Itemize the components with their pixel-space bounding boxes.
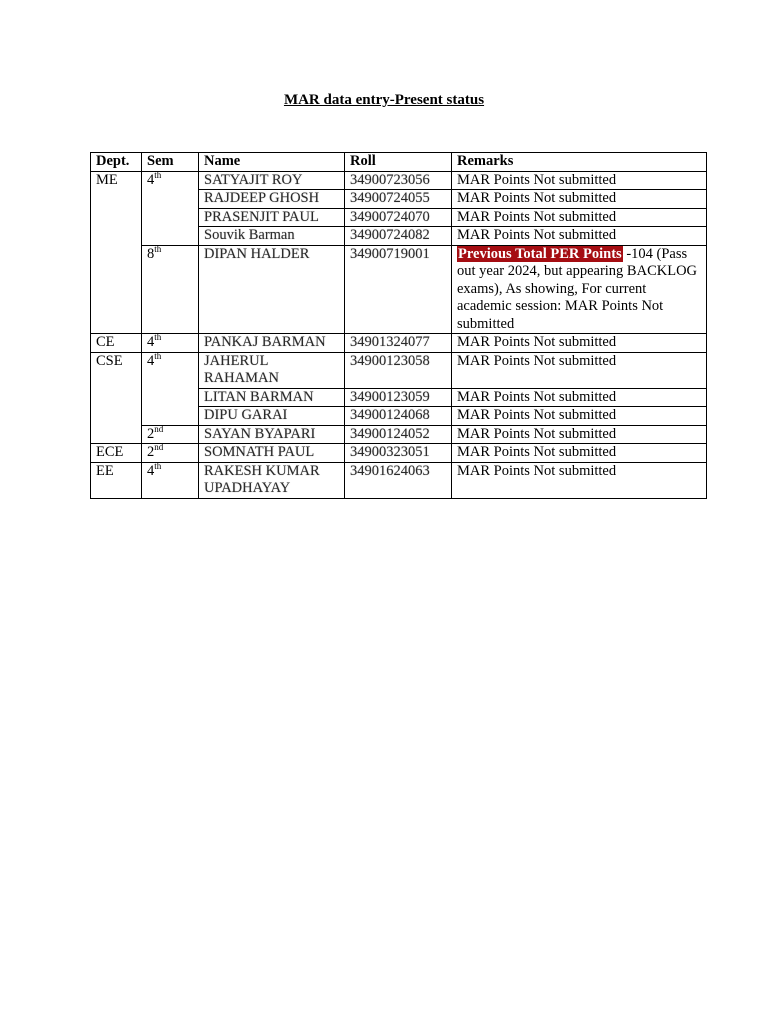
sem-cell — [142, 352, 199, 425]
dept-cell: CE — [91, 334, 142, 353]
remarks-cell — [452, 462, 707, 498]
remarks-cell — [452, 425, 707, 444]
remarks-highlight: Previous Total PER Points — [458, 245, 622, 262]
table-body — [91, 171, 707, 498]
remarks-text: MAR Points Not submitted — [457, 388, 617, 405]
sem-number: 4 — [147, 352, 155, 369]
sem-suffix: th — [154, 243, 162, 254]
name-cell: RAJDEEP GHOSH — [199, 190, 345, 209]
remarks-cell — [452, 407, 707, 426]
sem-number: 4 — [147, 171, 155, 188]
header-name: Name — [199, 153, 345, 172]
roll-cell: 34900323051 — [345, 444, 452, 463]
table-row — [91, 425, 707, 444]
sem-number: 4 — [147, 334, 155, 350]
name-cell: DIPAN HALDER — [199, 245, 345, 334]
header-dept: Dept. — [91, 153, 142, 172]
remarks-cell — [452, 334, 707, 353]
header-sem: Sem — [142, 153, 199, 172]
remarks-cell — [452, 171, 707, 190]
sem-cell — [142, 245, 199, 334]
remarks-text: MAR Points Not submitted — [457, 171, 617, 188]
table-row — [91, 444, 707, 463]
remarks-text: MAR Points Not submitted — [457, 352, 617, 369]
name-cell: RAKESH KUMAR UPADHAYAY — [199, 462, 345, 498]
dept-cell: CSE — [91, 352, 142, 444]
remarks-cell — [452, 227, 707, 246]
remarks-text: MAR Points Not submitted — [457, 425, 617, 442]
roll-cell: 34901624063 — [345, 462, 452, 498]
sem-suffix: nd — [154, 423, 164, 434]
roll-cell: 34900724082 — [345, 227, 452, 246]
roll-cell: 34901324077 — [345, 334, 452, 353]
sem-number: 2 — [147, 444, 155, 460]
dept-cell: ME — [91, 171, 142, 334]
remarks-cell — [452, 190, 707, 209]
name-cell: SAYAN BYAPARI — [199, 425, 345, 444]
sem-cell — [142, 462, 199, 498]
roll-cell: 34900724055 — [345, 190, 452, 209]
remarks-cell — [452, 444, 707, 463]
remarks-text: MAR Points Not submitted — [457, 208, 617, 225]
remarks-cell — [452, 352, 707, 388]
name-cell: SOMNATH PAUL — [199, 444, 345, 463]
sem-cell — [142, 425, 199, 444]
header-remarks: Remarks — [452, 153, 707, 172]
roll-cell: 34900723056 — [345, 171, 452, 190]
roll-cell: 34900124068 — [345, 407, 452, 426]
remarks-cell — [452, 388, 707, 407]
sem-number: 4 — [147, 462, 155, 479]
sem-suffix: th — [154, 169, 162, 180]
name-cell: DIPU GARAI — [199, 407, 345, 426]
header-row — [91, 153, 707, 172]
remarks-text: MAR Points Not submitted — [457, 227, 617, 243]
sem-suffix: th — [154, 350, 162, 361]
dept-cell: ECE — [91, 444, 142, 463]
sem-number: 2 — [147, 425, 155, 442]
name-cell: SATYAJIT ROY — [199, 171, 345, 190]
table-row — [91, 245, 707, 334]
roll-cell: 34900719001 — [345, 245, 452, 334]
roll-cell: 34900724070 — [345, 208, 452, 227]
document-title-text: MAR data entry-Present status — [283, 92, 485, 108]
remarks-text: MAR Points Not submitted — [457, 190, 617, 206]
sem-number: 8 — [147, 245, 155, 262]
remarks-text: -104 (Pass out year 2024, but appearing BACKLOG exams), As showing, For current academic session: MAR Points Not submitted — [457, 245, 698, 332]
roll-cell: 34900123058 — [345, 352, 452, 388]
name-cell: PRASENJIT PAUL — [199, 208, 345, 227]
roll-cell: 34900124052 — [345, 425, 452, 444]
table-row — [91, 334, 707, 353]
dept-cell: EE — [91, 462, 142, 498]
document-title — [0, 92, 768, 109]
name-cell: LITAN BARMAN — [199, 388, 345, 407]
remarks-text: MAR Points Not submitted — [457, 334, 617, 350]
remarks-text: MAR Points Not submitted — [457, 407, 617, 423]
sem-suffix: th — [154, 332, 162, 342]
name-cell: Souvik Barman — [199, 227, 345, 246]
sem-cell — [142, 334, 199, 353]
header-roll: Roll — [345, 153, 452, 172]
remarks-text: MAR Points Not submitted — [457, 462, 617, 479]
remarks-text: MAR Points Not submitted — [457, 444, 617, 460]
remarks-cell — [452, 245, 707, 334]
roll-cell: 34900123059 — [345, 388, 452, 407]
table-row — [91, 171, 707, 190]
sem-cell — [142, 171, 199, 245]
mar-status-table — [90, 152, 707, 499]
table-header — [91, 153, 707, 172]
table-row — [91, 462, 707, 498]
table-row — [91, 352, 707, 388]
name-cell: PANKAJ BARMAN — [199, 334, 345, 353]
sem-suffix: th — [154, 460, 162, 471]
sem-suffix: nd — [154, 442, 164, 452]
name-cell: JAHERUL RAHAMAN — [199, 352, 345, 388]
sem-cell — [142, 444, 199, 463]
remarks-cell — [452, 208, 707, 227]
